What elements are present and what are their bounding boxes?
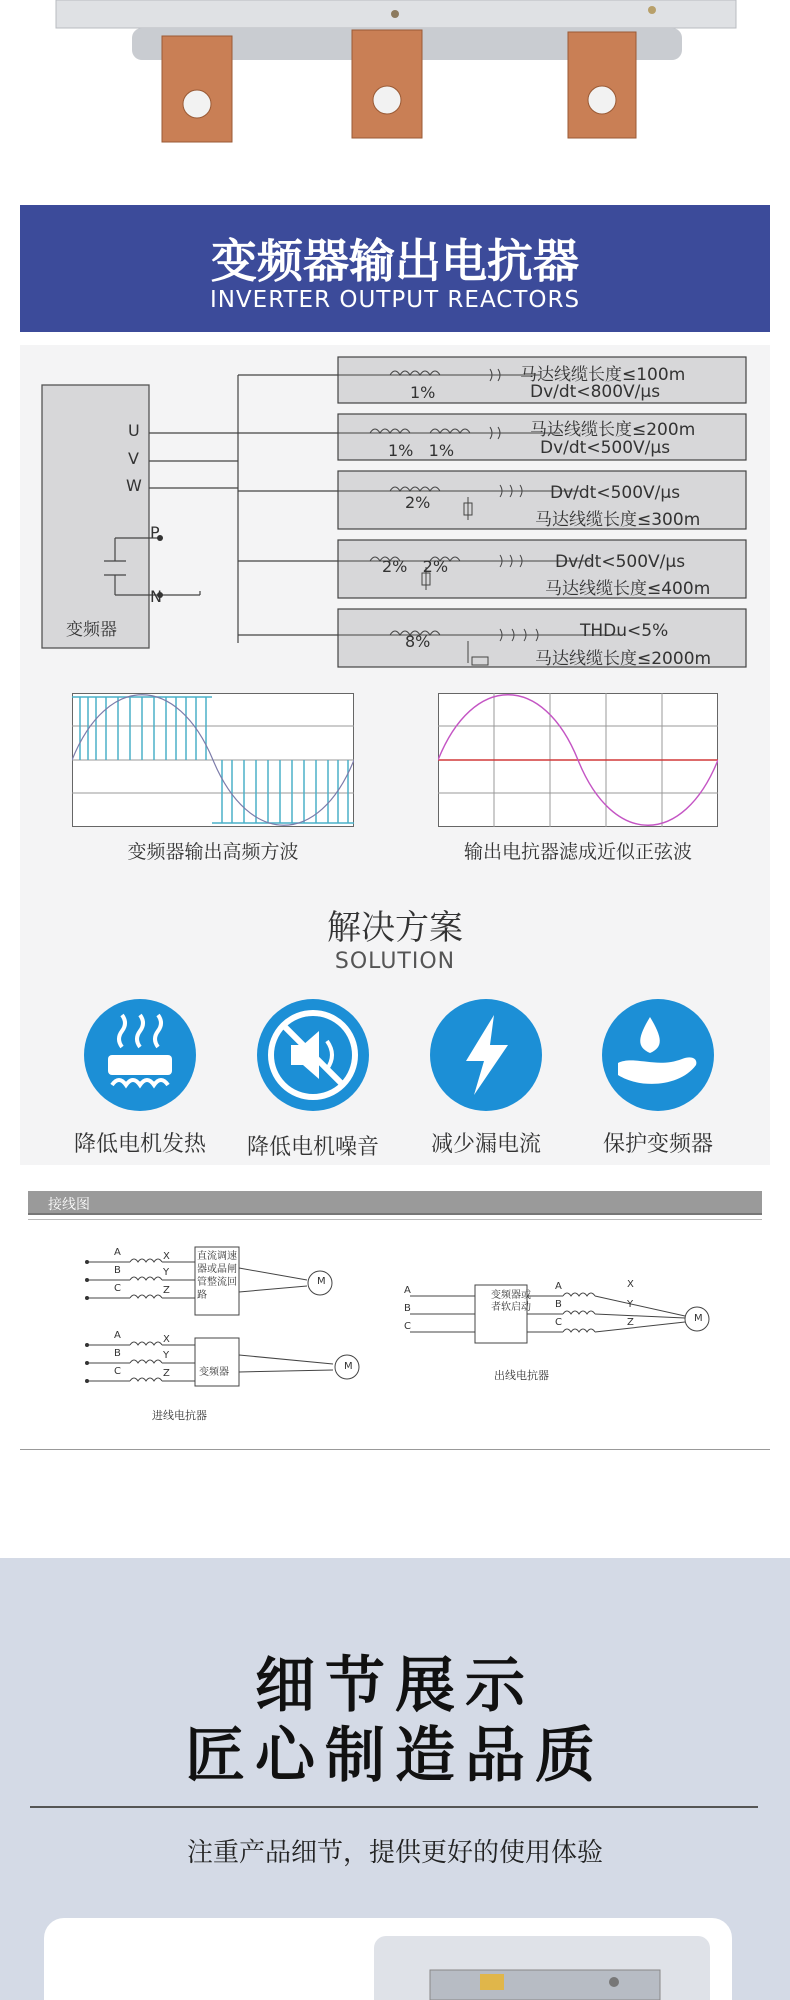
detail-card — [44, 1918, 732, 2000]
wire-z2: Z — [163, 1368, 170, 1379]
wire-b4: B — [555, 1299, 562, 1310]
product-photo-top — [0, 0, 790, 200]
circuit-panel — [20, 345, 770, 1165]
wire-c2: C — [114, 1366, 121, 1377]
water-drop-hand-icon — [600, 997, 716, 1113]
solution-item-4: 保护变频器 — [602, 1132, 713, 1157]
output-reactor-caption: 出线电抗器 — [494, 1369, 549, 1382]
wire-c3: C — [404, 1321, 411, 1332]
terminal-w: W — [126, 476, 142, 495]
lightning-icon — [428, 997, 544, 1113]
row3-line1: Dv/dt<500V/μs — [550, 483, 681, 503]
device-label: 变频器 — [66, 620, 117, 640]
detail-product-image — [374, 1936, 710, 2000]
wire-b1: B — [114, 1265, 121, 1276]
detail-title-line1: 细节展示 — [255, 1651, 535, 1721]
detail-subtitle: 注重产品细节，提供更好的使用体验 — [186, 1838, 603, 1868]
row4-line1: Dv/dt<500V/μs — [555, 552, 686, 572]
terminal-p: P — [150, 523, 160, 542]
terminal-u: U — [128, 421, 140, 440]
wiring-header-label: 接线图 — [48, 1197, 90, 1213]
row1-line2: Dv/dt<800V/μs — [530, 382, 661, 402]
right-wave-caption: 输出电抗器滤成近似正弦波 — [463, 841, 692, 863]
wire-a3: A — [404, 1285, 411, 1296]
row4-line2: 马达线缆长度≤400m — [545, 579, 711, 599]
left-wave-caption: 变频器输出高频方波 — [127, 841, 299, 863]
banner — [20, 205, 770, 332]
detail-title-line2: 匠心制造品质 — [185, 1721, 605, 1791]
motor-1: M — [317, 1276, 326, 1287]
wire-y2: Y — [163, 1350, 170, 1361]
terminal-n: N — [150, 587, 162, 606]
terminal-v: V — [128, 449, 139, 468]
dc-drive-box-label: 直流调速器或晶闸管整流回路 — [197, 1251, 237, 1301]
banner-title: 变频器输出电抗器 — [211, 234, 579, 288]
solution-item-2: 降低电机噪音 — [246, 1135, 379, 1160]
row2-line2: Dv/dt<500V/μs — [540, 438, 671, 458]
wire-a4: A — [555, 1281, 562, 1292]
detail-section — [0, 1558, 790, 2000]
wire-y1: Y — [163, 1267, 170, 1278]
row4-pct: 2% 2% — [382, 557, 449, 576]
motor-3: M — [694, 1313, 703, 1324]
motor-2: M — [344, 1361, 353, 1372]
inverter-softstart-label: 变频器或者软启动 — [491, 1290, 531, 1313]
row1-pct: 1% — [410, 383, 436, 402]
wire-c4: C — [555, 1317, 562, 1328]
row1-line1: 马达线缆长度≤100m — [520, 365, 686, 385]
row3-pct: 2% — [405, 493, 431, 512]
mute-speaker-icon — [255, 997, 371, 1113]
wiring-diagram — [15, 1220, 775, 1440]
detail-divider — [30, 1806, 758, 1808]
solution-item-1: 降低电机发热 — [73, 1132, 206, 1157]
wire-z1: Z — [163, 1285, 170, 1296]
wire-a2: A — [114, 1330, 121, 1341]
wire-x2: X — [163, 1334, 170, 1345]
wiring-header — [28, 1191, 762, 1215]
solution-title: 解决方案 — [327, 908, 463, 948]
wire-c1: C — [114, 1283, 121, 1294]
row5-line2: 马达线缆长度≤2000m — [535, 649, 712, 669]
wire-y4: Y — [627, 1299, 634, 1310]
wire-b2: B — [114, 1348, 121, 1359]
row5-pct: 8% — [405, 632, 431, 651]
row5-line1: THDu<5% — [580, 621, 669, 641]
heat-icon — [82, 997, 198, 1113]
row3-line2: 马达线缆长度≤300m — [535, 510, 701, 530]
section-divider — [20, 1449, 770, 1450]
input-reactor-caption: 进线电抗器 — [152, 1409, 207, 1422]
solution-subtitle: SOLUTION — [334, 949, 456, 974]
wire-x1: X — [163, 1251, 170, 1262]
sine-wave-plot — [438, 693, 718, 827]
row2-line1: 马达线缆长度≤200m — [530, 420, 696, 440]
wire-x4: X — [627, 1279, 634, 1290]
row2-pct: 1% 1% — [388, 441, 455, 460]
inverter-box-label: 变频器 — [199, 1367, 229, 1378]
wire-a1: A — [114, 1247, 121, 1258]
wire-b3: B — [404, 1303, 411, 1314]
square-wave-plot — [72, 693, 354, 827]
banner-subtitle: INVERTER OUTPUT REACTORS — [209, 287, 581, 313]
wire-z4: Z — [627, 1317, 634, 1328]
solution-item-3: 减少漏电流 — [430, 1132, 541, 1157]
